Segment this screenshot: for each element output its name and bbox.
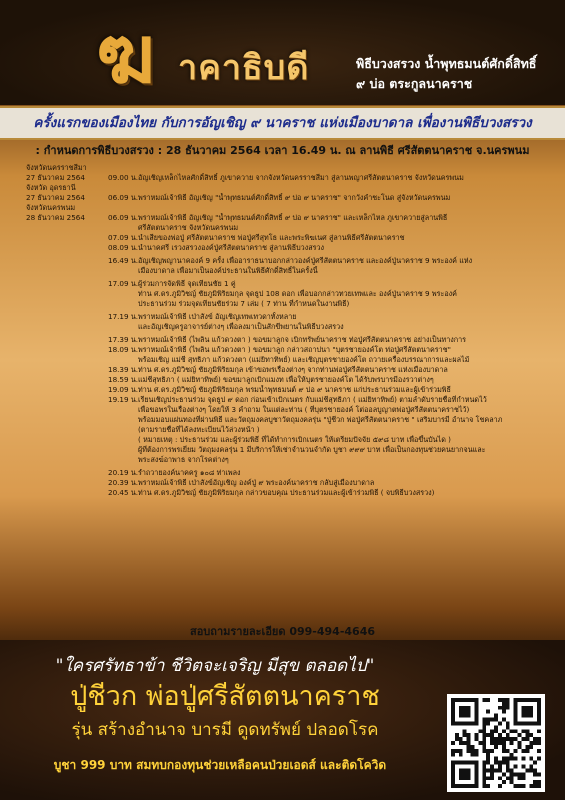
schedule-text: เพื่อขอพรในเรื่องต่างๆ โดยให้ 3 คำถาม ในแต่ละท่าน ( ที่บุตรชายองค์ โต่ออลบูญาตพ่อปู่ศรีสัตตนาคราชไว้) <box>138 405 470 414</box>
schedule-text: ท่าน ศ.ดร.ภูมิวิชญ์ ชัยภูมิพิริยมกุล จุดธูป 108 ดอก เพื่อบอกกล่าวทวยเทพและ องค์ปู่นาคราช 9 พระองค์ <box>138 289 457 298</box>
schedule-row <box>26 163 546 173</box>
schedule-row <box>26 312 546 322</box>
poster-header <box>0 0 565 105</box>
schedule-time: 18.09 น. <box>108 345 139 354</box>
schedule-row <box>26 468 546 478</box>
schedule-text: ผู้ร่วมการจัดพิธี จุดเทียนชัย 1 คู่ <box>138 279 236 288</box>
headline-text: ครั้งแรกของเมืองไทย กับการอัญเชิญ ๙ นาคราช แห่งเมืองบาดาล เพื่องานพิธีบวงสรวง <box>33 115 532 131</box>
schedule-time: 06.09 น. <box>108 193 139 202</box>
schedule-row <box>26 425 546 435</box>
schedule-row <box>26 445 546 455</box>
amulet-subtitle: รุ่น สร้างอำนาจ บารมี ดูดทรัพย์ ปลอดโรค <box>71 720 379 740</box>
schedule-row <box>26 193 546 203</box>
logo-glyph: ฆ <box>96 7 156 101</box>
schedule-time: 17.19 น. <box>108 312 139 321</box>
amulet-title: ปู่ชีวก พ่อปู่ศรีสัตตนาคราช <box>70 681 380 712</box>
schedule-text: และอัญเชิญครูอาจารย์ต่างๆ เพื่อลงมาเป็นสักขีพยานในพิธีบวงสรวง <box>138 322 344 331</box>
schedule-row <box>26 405 546 415</box>
schedule-text: นำเสียของพ่อปู่ ศรีสัตตนาคราช พ่อปู่ศรีสุทโธ และพระพิฆเนศ สู่ลานพิธีศรีสัตตนาคราช <box>138 233 405 242</box>
qr-code-icon[interactable] <box>447 694 545 792</box>
schedule-text: แม่ชีสุทธิภา ( แม่ยิทาทิพย์) ขอขมาลูกเบิกแมงท เพื่อให้บุตรชายองค์โต ได้รับพรบารมีองรวาต่างๆ <box>138 375 434 384</box>
schedule-text: พราหมณ์เจ้าพิธี อัญเชิญ "น้ำพุทธมนต์ศักดิ์สิทธิ์ ๙ บ่อ ๙ นาคราช" จากวังคำชะโนด สู่จังหวัดนครพนม <box>138 193 451 202</box>
schedule-row <box>26 266 546 276</box>
schedule-text: เรียนเชิญประธานร่วม จุดธูป ๙ ดอก ก่อนเข้าเบิกเนตร กับแม่ชีสุทธิภา ( แม่ยิทาทิพย์) ตามลำดับรายชื่อที่กำหนดไว้ <box>138 395 487 404</box>
schedule-row <box>26 355 546 365</box>
schedule-text: รำถวายองค์นาคครู ๑๐๘ ท่าเพลง <box>138 468 241 477</box>
schedule-row <box>26 183 546 193</box>
schedule-text: พราหมณ์เจ้าพิธี (ไพลิน แก้วดวงตา ) ขอขมาลูกจ เบิกทรัพย์นาคราช ท่อปู่ศรีสัตตนาคราช อย่างเป็นทางการ <box>138 335 466 344</box>
logo-word: าคาธิบดี <box>178 48 310 88</box>
schedule-text: อัญเชิญพญานาคองค์ 9 ครั้ง เพื่ออาราธนาบอกกล่าวองค์ปู่ศรีสัตตนาคราช และองค์ปู่นาคราช 9 พระองค์ แห่ง <box>138 256 473 265</box>
schedule-text: อัญเชิญเหล็กไหลศักดิ์สิทธิ์ ภูเขาควาย จากจังหวัดนครราชสีมา สู่ลานพญาศรีสัตตนาคราช จังหวัดนครพนม <box>138 173 464 182</box>
schedule-text: ผู้ที่ต้องการพรเยี่ยม วัตถุมงคลรุ่น 1 มีบริการให้เช่าจำนวนจำกัด บูชา ๙๙๙ บาท เพื่อเป็นกองทุนช่วยคนยากจนและ <box>138 445 486 454</box>
contact-text: สอบถามรายละเอียด 099-494-4646 <box>189 625 376 638</box>
schedule-time: 19.09 น. <box>108 385 139 394</box>
schedule-text: ท่าน ศ.ดร.ภูมิวิชญ์ ชัยภูมิพิริยมกุล เข้าขอพรเรื่องต่างๆ จากท่านพ่อปู่ศรีสัตตนาคราช แห่งเมืองบาดาล <box>138 365 448 374</box>
schedule-row <box>26 345 546 355</box>
schedule-row <box>26 203 546 213</box>
schedule-row <box>26 279 546 289</box>
schedule-time: 19.19 น. <box>108 395 139 404</box>
schedule-date: 28 ธันวาคม 2564 <box>26 213 85 222</box>
schedule-time: 07.09 น. <box>108 233 139 242</box>
schedule-time: 08.09 น. <box>108 243 139 252</box>
slogan: "ใครศรัทธาข้า ชีวิตจะเจริญ มีสุข ตลอดไป" <box>55 656 375 676</box>
schedule-time: 18.39 น. <box>108 365 139 374</box>
schedule-text: พร้อมเชิญ แม่ชี สุทธิภา แก้วดวงตา (แม่ยิทาทิพย์) และเชิญบุตรชายองค์โต ถวายเครื่องบรรณาการและผลไม้ <box>138 355 470 364</box>
schedule-text: (ตามรายชื่อที่ได้ลงทะเบียนไว้ล่วงหน้า ) <box>138 425 260 434</box>
schedule-row <box>26 243 546 253</box>
schedule-time: 17.09 น. <box>108 279 139 288</box>
schedule-text: พราหมณ์เจ้าพิธี เป่าสังข์อัญเชิญ องค์ปู่ ๙ พระองค์นาคราช กลับสู่เมืองบาดาล <box>138 478 375 487</box>
schedule-text: จังหวัดนครราชสีมา <box>26 163 87 172</box>
subtitle-line-2: ๙ บ่อ ตระกูลนาคราช <box>356 76 473 91</box>
schedule-text: ศรีสัตตนาคราช จังหวัดนครพนม <box>138 223 239 232</box>
donation-footer: บูชา 999 บาท สมทบกองทุนช่วยเหลือคนป่วยเอดส์ และติดโควิด <box>53 758 387 772</box>
schedule-text: พราหมณ์เจ้าพิธี (ไพลิน แก้วดวงตา ) ขอขมาลูก กล่าวสถาปนา "บุตรชายองค์โต ท่อปู่ศรีสัตตนาคราช" <box>138 345 451 354</box>
schedule-row <box>26 415 546 425</box>
headline-banner <box>0 106 565 140</box>
schedule-text: ประธานร่วม ร่วมจุดเทียนชัยร่วม 7 เล่ม ( 7 ท่าน ที่กำหนดในงานพิธี) <box>138 299 350 308</box>
schedule-date: 27 ธันวาคม 2564 <box>26 193 85 202</box>
schedule-row <box>26 395 546 405</box>
schedule-row <box>26 435 546 445</box>
schedule-text: พราหมณ์เจ้าพิธี อัญเชิญ "น้ำพุทธมนต์ศักดิ์สิทธิ์ ๙ บ่อ ๙ นาคราช" และเหล็กไหล ภูเขาควายสู่ลานพิธี <box>138 213 448 222</box>
schedule-text: จังหวัดนครพนม <box>26 203 76 212</box>
schedule-row <box>26 385 546 395</box>
schedule-row <box>26 455 546 465</box>
schedule-text: นำนาคศรี เรวงสรวงองค์ปู่ศรีสัตตนาคราช สู่ลานพิธีบวงสรวง <box>138 243 324 252</box>
schedule-row <box>26 223 546 233</box>
schedule-row <box>26 335 546 345</box>
schedule-time: 18.59 น. <box>108 375 139 384</box>
schedule-text: จังหวัด อุดรธานี <box>26 183 76 192</box>
schedule-row <box>26 289 546 299</box>
schedule <box>26 163 546 498</box>
schedule-row <box>26 299 546 309</box>
schedule-row <box>26 322 546 332</box>
schedule-time: 16.49 น. <box>108 256 139 265</box>
schedule-row <box>26 256 546 266</box>
schedule-row <box>26 478 546 488</box>
schedule-text: ( หมายเหตุ : ประธานร่วม และผู้ร่วมพิธี ที่ได้ทำการเบิกเนตร ให้เตรียมปัจจัย ๕๙๘ บาท เพื่อขึ้นบันได ) <box>138 435 451 444</box>
schedule-date: 27 ธันวาคม 2564 <box>26 173 85 182</box>
schedule-time: 20.39 น. <box>108 478 139 487</box>
schedule-text: ท่าน ศ.ดร.ภูมิวิชญ์ ชัยภูมิพิริยมกุล กล่าวขอบคุณ ประธานร่วมและผู้เข้าร่วมพิธี ( จบพิธีบวงสรวง) <box>138 488 435 497</box>
schedule-text: เมืองบาดาล เพื่อมาเป็นองค์ประธานในพิธีศักดิ์สิทธิ์ในครั้งนี้ <box>138 266 318 275</box>
subtitle-line-1: พิธีบวงสรวง น้ำพุทธมนต์ศักดิ์สิทธิ์ <box>356 56 537 71</box>
date-bar: : กำหนดการพิธีบวงสรวง : 28 ธันวาคม 2564 เวลา 16.49 น. ณ ลานพิธี ศรีสัตตนาคราช จ.นครพนม <box>35 144 530 157</box>
schedule-time: 09.00 น. <box>108 173 139 182</box>
schedule-time: 17.39 น. <box>108 335 139 344</box>
schedule-row <box>26 375 546 385</box>
schedule-row <box>26 233 546 243</box>
schedule-time: 20.45 น. <box>108 488 139 497</box>
schedule-row <box>26 213 546 223</box>
schedule-text: พร้อมมอบแผ่นทองที่ผ่านพิธี และวัตถุมงคลบูชาวัตถุมงคลรุ่น "ปู่ชีวก พ่อปู่ศรีสัตตนาคราช " เสริมบารมี อำนาจ โชคลาภ <box>138 415 503 424</box>
schedule-time: 06.09 น. <box>108 213 139 222</box>
schedule-text: พระสงฆ์อาพาธ จากโรคต่างๆ <box>138 455 229 464</box>
schedule-text: พราหมณ์เจ้าพิธี เป่าสังข์ อัญเชิญเทพเทวดาทั้งหลาย <box>138 312 297 321</box>
schedule-row <box>26 488 546 498</box>
schedule-row <box>26 173 546 183</box>
schedule-time: 20.19 น. <box>108 468 139 477</box>
schedule-text: ท่าน ศ.ดร.ภูมิวิชญ์ ชัยภูมิพิริยมกุล พรมน้ำพุทธมนต์ ๙ บ่อ ๙ นาคราช แก่ประธานร่วมและผู้เข้าร่วมพิธี <box>138 385 451 394</box>
schedule-row <box>26 365 546 375</box>
